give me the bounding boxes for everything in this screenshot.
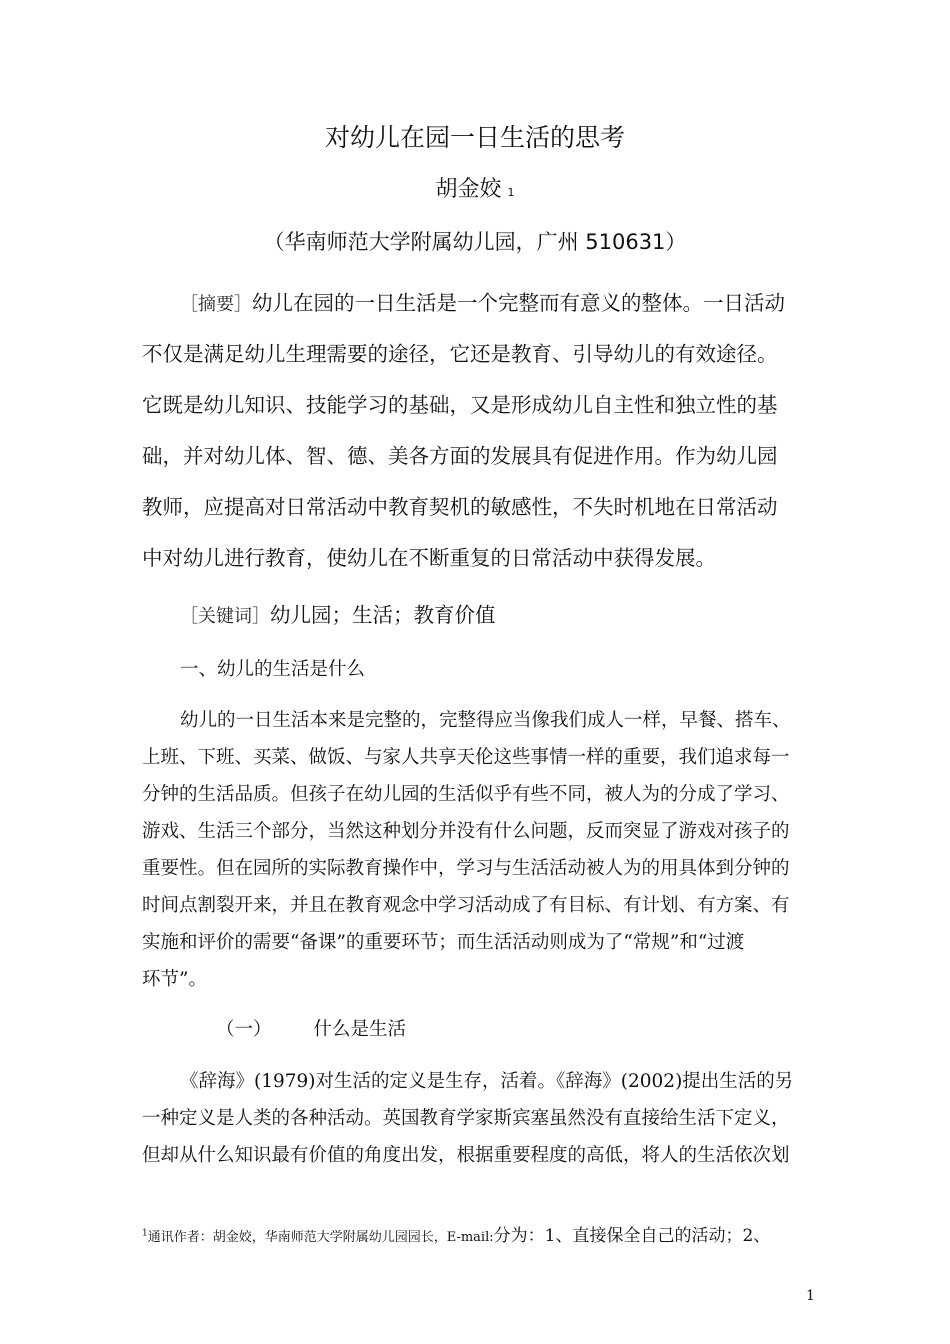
keywords-text: 幼儿园；生活；教育价值 xyxy=(270,603,496,627)
paragraph-line: 重要性。但在园所的实际教育操作中，学习与生活活动被人为的用具体到分钟的 xyxy=(142,858,790,879)
abstract-line: 础，并对幼儿体、智、德、美各方面的发展具有促进作用。作为幼儿园 xyxy=(142,444,778,468)
abstract-line: 教师，应提高对日常活动中教育契机的敏感性，不失时机地在日常活动 xyxy=(142,495,778,519)
abstract-line: 不仅是满足幼儿生理需要的途径，它还是教育、引导幼儿的有效途径。 xyxy=(142,342,778,366)
paragraph-line: 一种定义是人类的各种活动。英国教育学家斯宾塞虽然没有直接给生活下定义， xyxy=(142,1108,790,1129)
abstract-label: ［摘要］ xyxy=(180,294,252,315)
paragraph-line: 上班、下班、买菜、做饭、与家人共享天伦这些事情一样的重要，我们追求每一 xyxy=(142,747,790,768)
paragraph-line: 但却从什么知识最有价值的角度出发，根据重要程度的高低，将人的生活依次划 xyxy=(142,1145,790,1166)
paragraph-line: 环节”。 xyxy=(142,969,207,990)
paragraph-line: 实施和评价的需要“备课”的重要环节；而生活活动则成为了“常规”和“过渡 xyxy=(142,932,745,953)
subsection-number: （一） xyxy=(216,1019,272,1040)
author-name: 胡金姣 xyxy=(435,177,502,202)
affiliation: （华南师范大学附属幼儿园，广州 510631） xyxy=(263,230,687,254)
paper-title: 对幼儿在园一日生活的思考 xyxy=(324,123,625,152)
keywords-line xyxy=(180,598,496,628)
abstract-line: 中对幼儿进行教育，使幼儿在不断重复的日常活动中获得发展。 xyxy=(142,546,716,570)
page-number: 1 xyxy=(806,1288,815,1304)
footnote xyxy=(142,1221,770,1246)
author-footnote-mark: 1 xyxy=(507,186,515,199)
subsection-heading xyxy=(216,1015,406,1041)
abstract-line: ［摘要］幼儿在园的一日生活是一个完整而有意义的整体。一日活动 xyxy=(180,291,785,315)
paragraph-line: 游戏、生活三个部分，当然这种划分并没有什么问题，反而突显了游戏对孩子的 xyxy=(142,821,790,842)
footnote-text: 通讯作者：胡金姣，华南师范大学附属幼儿园园长，E-mail: xyxy=(147,1230,494,1245)
paragraph-line: 时间点割裂开来，并且在教育观念中学习活动成了有目标、有计划、有方案、有 xyxy=(142,895,790,916)
paragraph-line: 《辞海》(1979)对生活的定义是生存，活着。《辞海》(2002)提出生活的另 xyxy=(180,1071,794,1092)
author-line xyxy=(0,172,950,203)
subsection-title: 什么是生活 xyxy=(313,1019,407,1040)
paragraph-line: 幼儿的一日生活本来是完整的，完整得应当像我们成人一样，早餐、搭车、 xyxy=(180,710,791,731)
paragraph-line: 分钟的生活品质。但孩子在幼儿园的生活似乎有些不同，被人为的分成了学习、 xyxy=(142,784,790,805)
footnote-mark: 1 xyxy=(142,1228,148,1239)
abstract-line: 它既是幼儿知识、技能学习的基础，又是形成幼儿自主性和独立性的基 xyxy=(142,393,778,417)
section-heading: 一、幼儿的生活是什么 xyxy=(180,659,366,680)
footnote-continuation: 分为：1、直接保全自己的活动；2、 xyxy=(493,1226,771,1246)
keywords-label: ［关键词］ xyxy=(180,606,270,627)
